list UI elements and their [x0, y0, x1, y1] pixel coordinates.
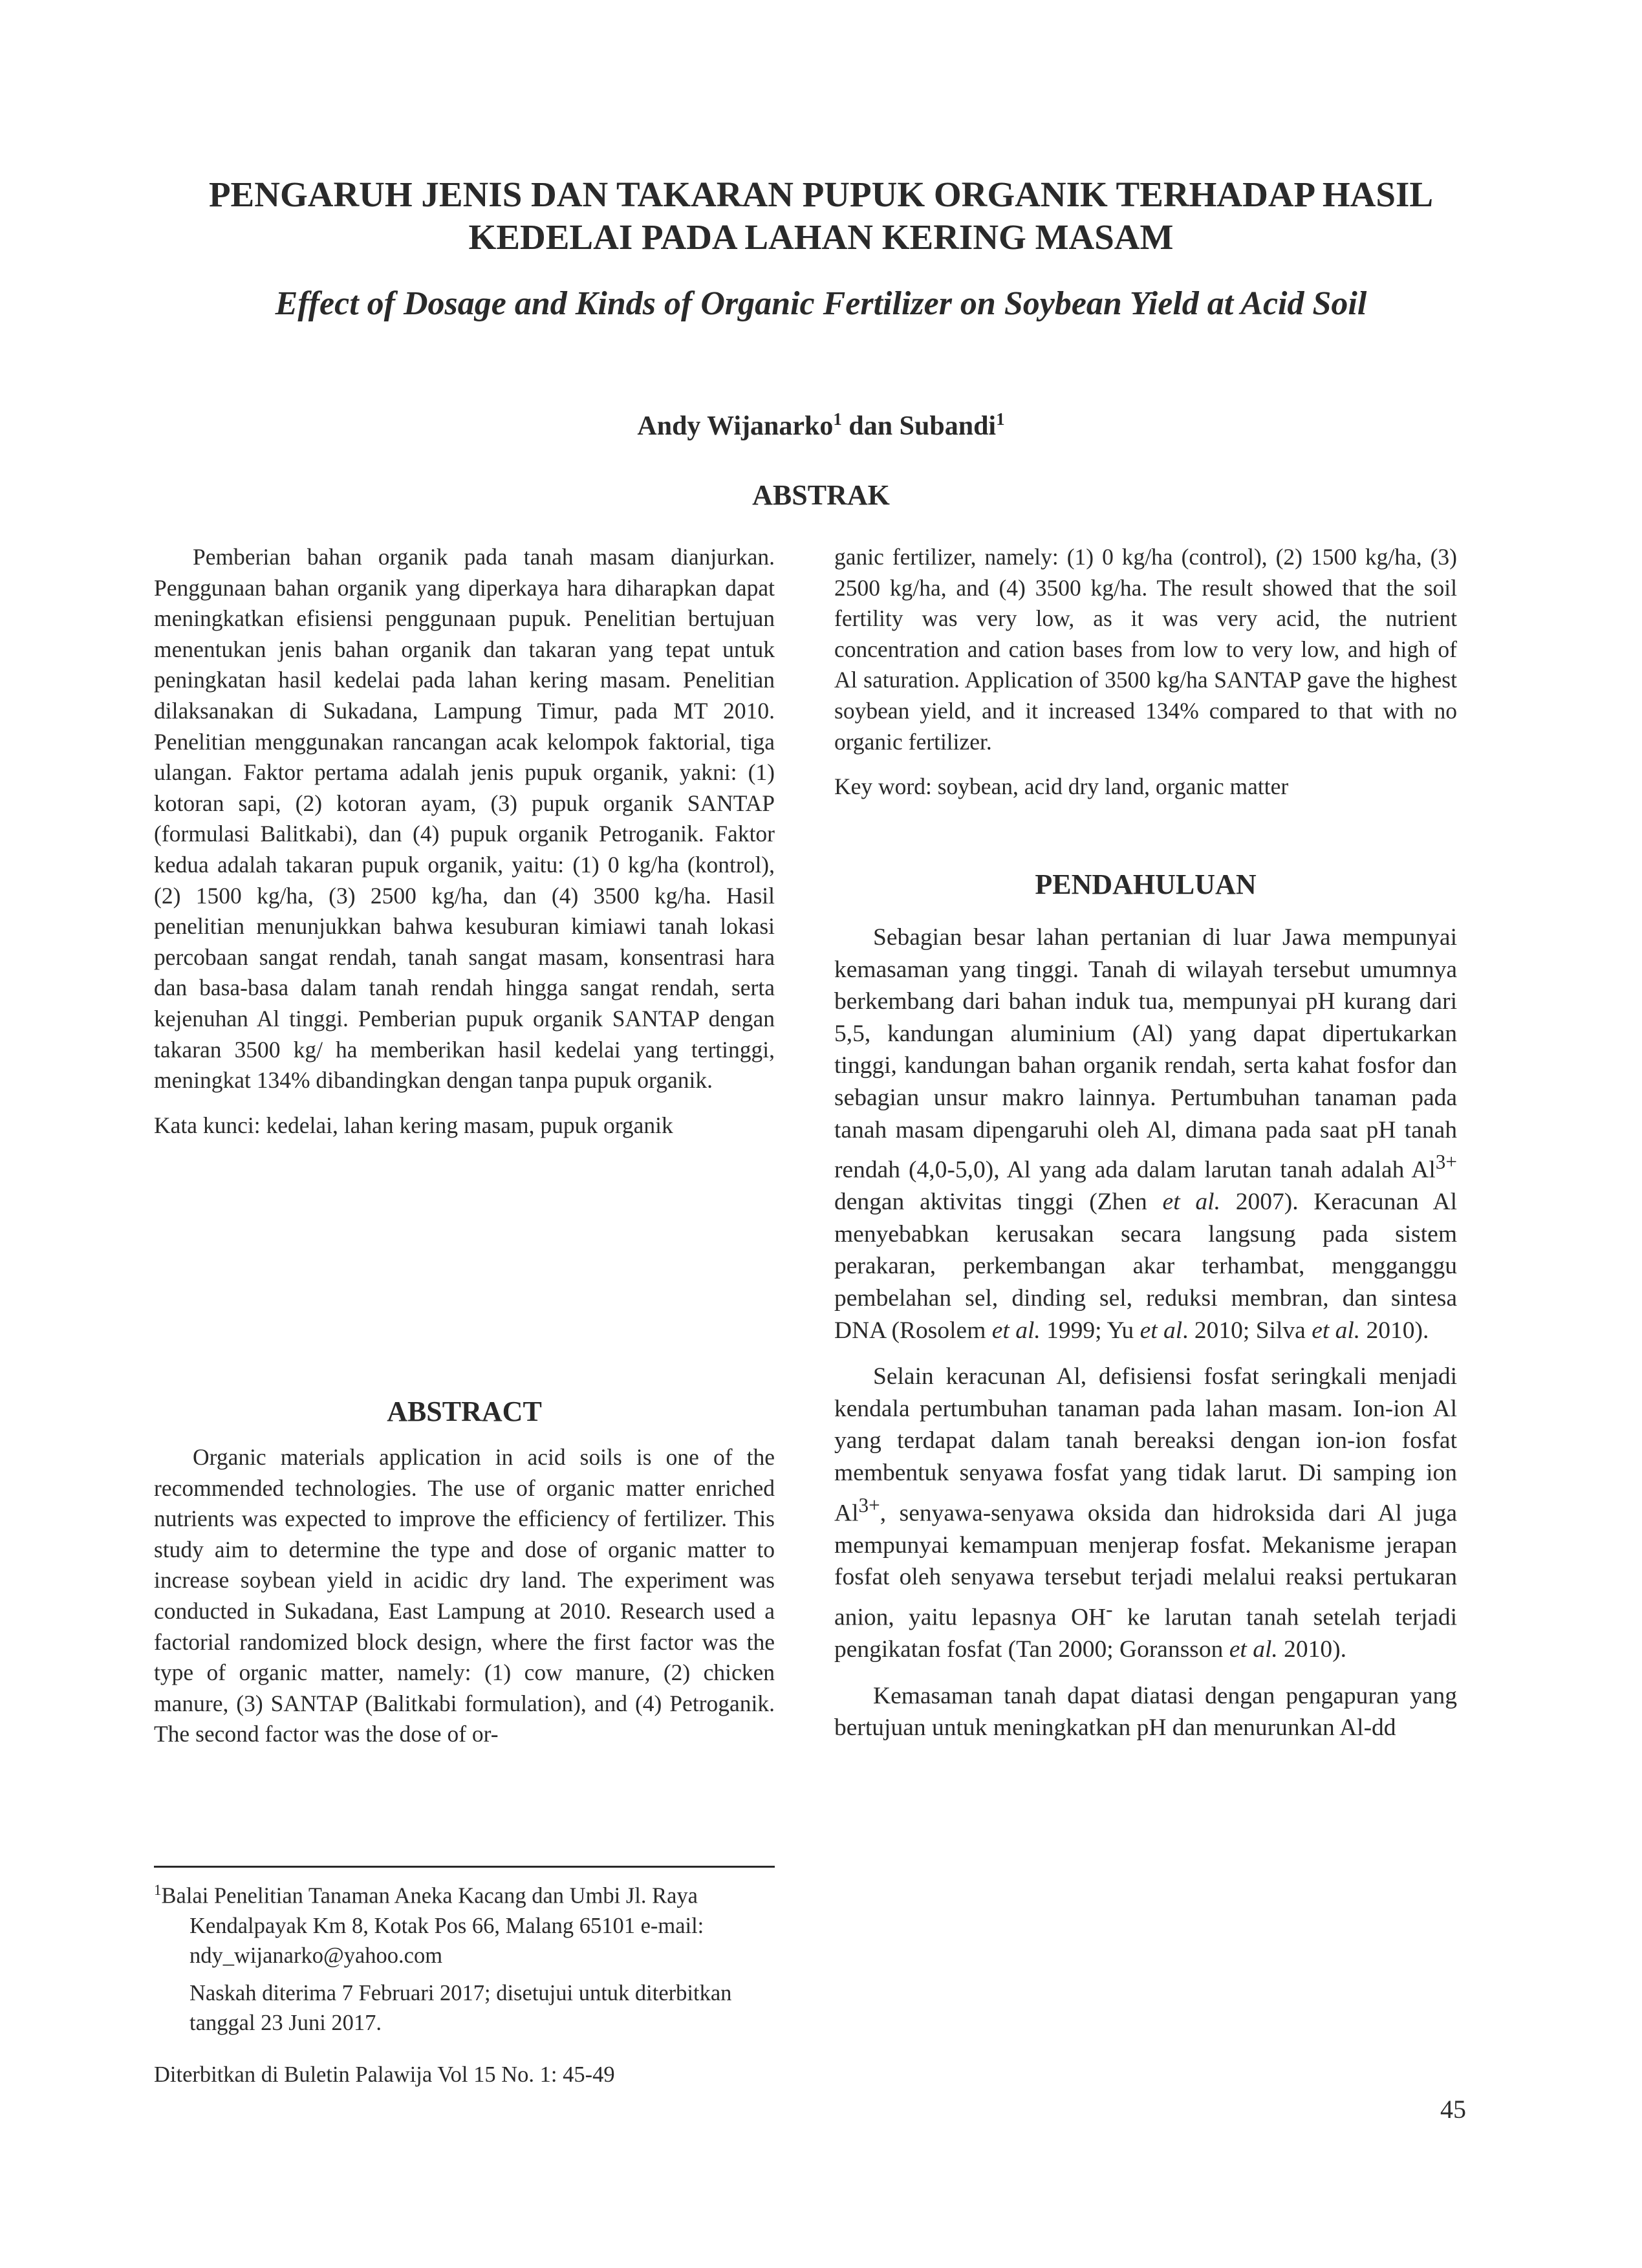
left-column [154, 542, 775, 1141]
paragraph: Kemasaman tanah dapat diatasi dengan pengapuran yang bertujuan untuk meningkatkan pH dan menurunkan Al-dd [834, 1682, 1457, 1742]
paper-subtitle: Effect of Dosage and Kinds of Organic Fertilizer on Soybean Yield at Acid Soil [275, 285, 1367, 322]
paragraph: Selain keracunan Al, defisiensi fosfat seringkali menjadi kendala pertumbuhan tanaman pada lahan masam. Ion-ion Al yang terdapat dalam tanah bereaksi dengan ion-ion fosfat membentuk senyawa fosfat yang tidak larut. Di samping ion $Al^{3+}$, senyawa-senyawa oksida dan hidroksida dari Al juga mempunyai kemampuan menjerap fosfat. Mekanisme jerapan fosfat oleh senyawa tersebut terjadi melalui reaksi pertukaran anion, yaitu lepasnya OH- ke larutan tanah setelah terjadi pengikatan fosfat (Tan 2000; Goransson et al. 2010). [834, 1363, 1457, 1663]
pendahuluan-body [834, 922, 1457, 1744]
author-line [0, 401, 1642, 444]
footnote-received: Naskah diterima 7 Februari 2017; disetujui untuk diterbitkan tanggal 23 Juni 2017. [189, 1980, 732, 2035]
publication-info: Diterbitkan di Buletin Palawija Vol 15 No. 1: 45-49 [154, 2062, 615, 2087]
abstrak-heading: ABSTRAK [752, 479, 890, 511]
abstrak-text: Pemberian bahan organik pada tanah masam dianjurkan. Penggunaan bahan organik yang diperkaya hara diharapkan dapat meningkatkan efisiensi penggunaan pupuk. Penelitian bertujuan menentukan jenis bahan organik dan takaran yang tepat untuk peningkatan hasil kedelai pada lahan kering masam. Penelitian dilaksanakan di Sukadana, Lampung Timur, pada MT 2010. Penelitian menggunakan rancangan acak kelompok faktorial, tiga ulangan. Faktor pertama adalah jenis pupuk organik, yakni: (1) kotoran sapi, (2) kotoran ayam, (3) pupuk organik SANTAP (formulasi Balitkabi), dan (4) pupuk organik Petroganik. Faktor kedua adalah takaran pupuk organik, yaitu: (1) 0 kg/ha (kontrol), (2) 1500 kg/ha, (3) 2500 kg/ha, dan (4) 3500 kg/ha. Hasil penelitian menunjukkan bahwa kesuburan kimiawi tanah lokasi percobaan sangat rendah, tanah sangat masam, konsentrasi hara dan basa-basa dalam tanah rendah hingga sangat rendah, serta kejenuhan Al tinggi. Pemberian pupuk organik SANTAP dengan takaran 3500 kg/ ha memberikan hasil kedelai yang tertinggi, meningkat 134% dibandingkan dengan tanpa pupuk organik. [154, 544, 775, 1094]
abstrak-keywords: Kata kunci: kedelai, lahan kering masam, pupuk organik [154, 1112, 673, 1138]
abstract-column-left [154, 1442, 775, 1750]
affiliation-marker: 1 [996, 409, 1005, 429]
abstract-keywords: Key word: soybean, acid dry land, organic matter [834, 773, 1289, 800]
abstract-text-part1: Organic materials application in acid soils is one of the recommended technologies. The use of organic matter enriched nutrients was expected to improve the efficiency of fertilizer. This study aim to determine the type and dose of organic matter to increase soybean yield in acidic dry land. The experiment was conducted in Sukadana, East Lampung at 2010. Research used a factorial randomized block design, where the first factor was the type of organic matter, namely: (1) cow manure, (2) chicken manure, (3) SANTAP (Balitkabi formulation), and (4) Petroganik. The second factor was the dose of or- [154, 1444, 775, 1747]
author-name: Andy Wijanarko [637, 411, 834, 441]
abstract-column-right [834, 542, 1457, 803]
footnote-block [154, 1875, 775, 2090]
pendahuluan-heading: PENDAHULUAN [1035, 869, 1257, 900]
abstract-text-part2: ganic fertilizer, namely: (1) 0 kg/ha (control), (2) 1500 kg/ha, (3) 2500 kg/ha, and (4) 3500 kg/ha. The result showed that the soil fertility was very low, as it was very acid, the nutrient concentration and cation bases from low to very low, and high of Al saturation. Application of 3500 kg/ha SANTAP gave the highest soybean yield, and it increased 134% compared to that with no organic fertilizer. [834, 544, 1457, 755]
affiliation-marker: 1 [833, 409, 842, 429]
page-number: 45 [1440, 2095, 1466, 2124]
author-conjunction: dan [848, 411, 893, 441]
footnote-divider [154, 1866, 775, 1868]
footnote-marker: 1 [154, 1882, 162, 1898]
paragraph: Sebagian besar lahan pertanian di luar Jawa mempunyai kemasaman yang tinggi. Tanah di wilayah tersebut umumnya berkembang dari bahan induk tua, mempunyai pH kurang dari 5,5, kandungan aluminium (Al) yang dapat dipertukarkan tinggi, kandungan bahan organik rendah, serta kahat fosfor dan sebagian unsur makro lainnya. Pertumbuhan tanaman pada tanah masam dipengaruhi oleh Al, dimana pada saat pH tanah rendah (4,0-5,0), Al yang ada dalam larutan tanah adalah $Al^{3+}$ dengan aktivitas tinggi (Zhen et al. 2007). Keracunan Al menyebabkan kerusakan secara langsung pada sistem perakaran, perkembangan akar terhambat, mengganggu pembelahan sel, dinding sel, reduksi membran, dan sintesa DNA (Rosolem et al. 1999; Yu et al. 2010; Silva et al. 2010). [834, 924, 1458, 1344]
footnote-affiliation: $^1$Balai Penelitian Tanaman Aneka Kacang dan Umbi Jl. Raya Kendalpayak Km 8, Kotak Pos 66, Malang 65101 e-mail: ndy_wijanarko@yahoo.com [154, 1882, 704, 1968]
abstract-heading: ABSTRACT [387, 1396, 542, 1427]
author-name: Subandi [899, 411, 997, 441]
paper-title: PENGARUH JENIS DAN TAKARAN PUPUK ORGANIK TERHADAP HASIL KEDELAI PADA LAHAN KERING MASAM [208, 175, 1434, 257]
